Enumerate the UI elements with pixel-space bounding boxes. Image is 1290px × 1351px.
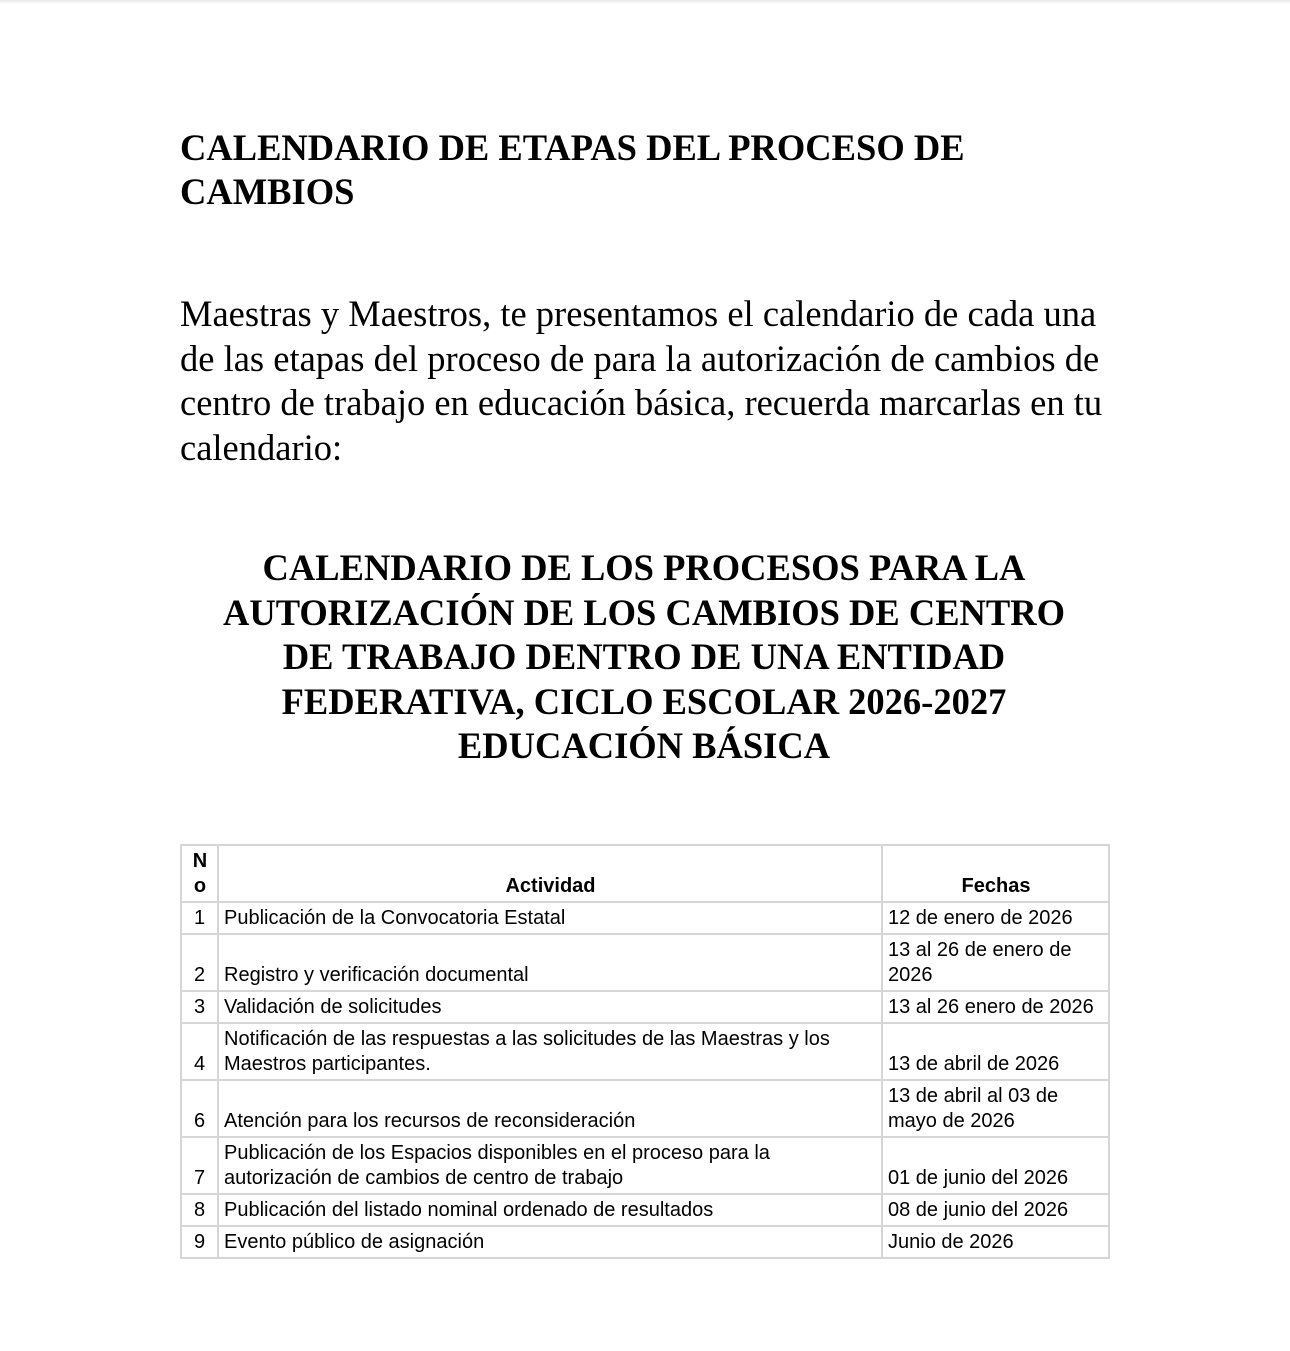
row-dates: 13 al 26 enero de 2026 — [882, 991, 1109, 1023]
row-no: 1 — [181, 902, 218, 934]
calendar-title-line: AUTORIZACIÓN DE LOS CAMBIOS DE CENTRO — [222, 591, 1065, 633]
table-row — [181, 934, 1109, 991]
table-row — [181, 1137, 1109, 1194]
table-row — [181, 902, 1109, 934]
row-dates: 12 de enero de 2026 — [882, 902, 1109, 934]
table-row — [181, 1194, 1109, 1226]
row-activity: Evento público de asignación — [218, 1226, 882, 1258]
page-top-edge — [0, 0, 1290, 4]
row-dates: 13 de abril de 2026 — [882, 1023, 1109, 1080]
row-dates: 13 al 26 de enero de 2026 — [882, 934, 1109, 991]
calendar-title-line: CALENDARIO DE LOS PROCESOS PARA LA — [262, 547, 1026, 588]
intro-paragraph: Maestras y Maestros, te presentamos el calendario de cada una de las etapas del proceso de para la autorización de cambios de centro de trabajo en educación básica, recuerda marcarlas en tu calendario: — [180, 293, 1103, 468]
schedule-table — [180, 844, 1110, 1259]
header-no: No — [181, 845, 218, 902]
row-no: 6 — [181, 1080, 218, 1137]
calendar-title-line: DE TRABAJO DENTRO DE UNA ENTIDAD — [282, 636, 1006, 677]
table-row — [181, 1226, 1109, 1258]
row-activity: Atención para los recursos de reconsideración — [218, 1080, 882, 1137]
row-activity: Notificación de las respuestas a las solicitudes de las Maestras y los Maestros participantes. — [218, 1023, 882, 1080]
row-no: 7 — [181, 1137, 218, 1194]
row-dates: 13 de abril al 03 de mayo de 2026 — [882, 1080, 1109, 1137]
row-activity: Publicación del listado nominal ordenado de resultados — [218, 1194, 882, 1226]
table-row — [181, 991, 1109, 1023]
row-activity: Publicación de la Convocatoria Estatal — [218, 902, 882, 934]
row-activity: Validación de solicitudes — [218, 991, 882, 1023]
row-activity: Registro y verificación documental — [218, 934, 882, 991]
calendar-title-line: FEDERATIVA, CICLO ESCOLAR 2026-2027 — [281, 680, 1007, 722]
row-no: 3 — [181, 991, 218, 1023]
row-activity: Publicación de los Espacios disponibles en el proceso para la autorización de cambios de centro de trabajo — [218, 1137, 882, 1194]
page-heading: CALENDARIO DE ETAPAS DEL PROCESO DE CAMBIOS — [180, 127, 965, 212]
table-header-row — [181, 845, 1109, 902]
row-dates: 08 de junio del 2026 — [882, 1194, 1109, 1226]
row-dates: Junio de 2026 — [882, 1226, 1109, 1258]
calendar-title — [180, 546, 1108, 769]
row-no: 2 — [181, 934, 218, 991]
header-dates: Fechas — [882, 845, 1109, 902]
row-no: 8 — [181, 1194, 218, 1226]
header-activity: Actividad — [218, 845, 882, 902]
row-no: 9 — [181, 1226, 218, 1258]
table-row — [181, 1023, 1109, 1080]
row-dates: 01 de junio del 2026 — [882, 1137, 1109, 1194]
table-row — [181, 1080, 1109, 1137]
row-no: 4 — [181, 1023, 218, 1080]
calendar-title-line: EDUCACIÓN BÁSICA — [457, 725, 831, 766]
